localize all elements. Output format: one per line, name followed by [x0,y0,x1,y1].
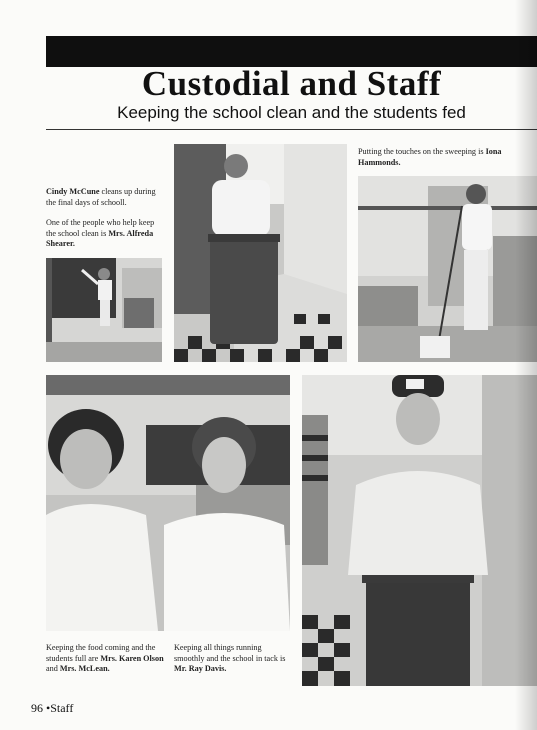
footer-bullet: • [46,701,51,715]
title-rule [46,129,537,130]
caption-food-text: Keeping the food coming and the students full are [46,643,156,663]
photo-karen-olson-mclean [46,375,290,631]
caption-alfreda [46,218,164,250]
footer-section: Staff [50,701,74,715]
caption-iona [358,147,508,168]
caption-food-mid: and [46,664,60,673]
binding-shadow [515,0,537,730]
caption-food-name-mclean: Mrs. McLean. [59,664,110,673]
caption-cindy [46,187,164,208]
caption-iona-name: Iona Hammonds. [358,147,502,167]
caption-ray-name: Mr. Ray Davis. [174,664,227,673]
page-number: 96 [31,701,43,715]
photo-alfreda-shearer [46,258,162,362]
photo-ray-davis [302,375,537,686]
caption-ray-text: Keeping all things running smoothly and the school in tack is [174,643,286,663]
photo-cindy-mccune [174,144,347,362]
caption-cindy-text: cleans up during the final days of schooll. [46,187,156,207]
photo-iona-hammonds [358,176,537,362]
caption-food-name-olson: Mrs. Karen Olson [100,653,164,663]
caption-food-staff [46,643,164,675]
caption-iona-text: Putting the touches on the sweeping is [358,147,486,156]
caption-ray-davis [174,643,290,675]
caption-cindy-name: Cindy McCune [46,187,100,196]
caption-alfreda-text: One of the people who help keep the school clean is [46,218,155,238]
caption-alfreda-name: Mrs. Alfreda Shearer. [46,228,154,248]
page-footer [31,701,73,716]
header-bar [46,36,537,67]
page-subtitle: Keeping the school clean and the students fed [117,103,466,122]
page-title: Custodial and Staff [141,64,442,103]
